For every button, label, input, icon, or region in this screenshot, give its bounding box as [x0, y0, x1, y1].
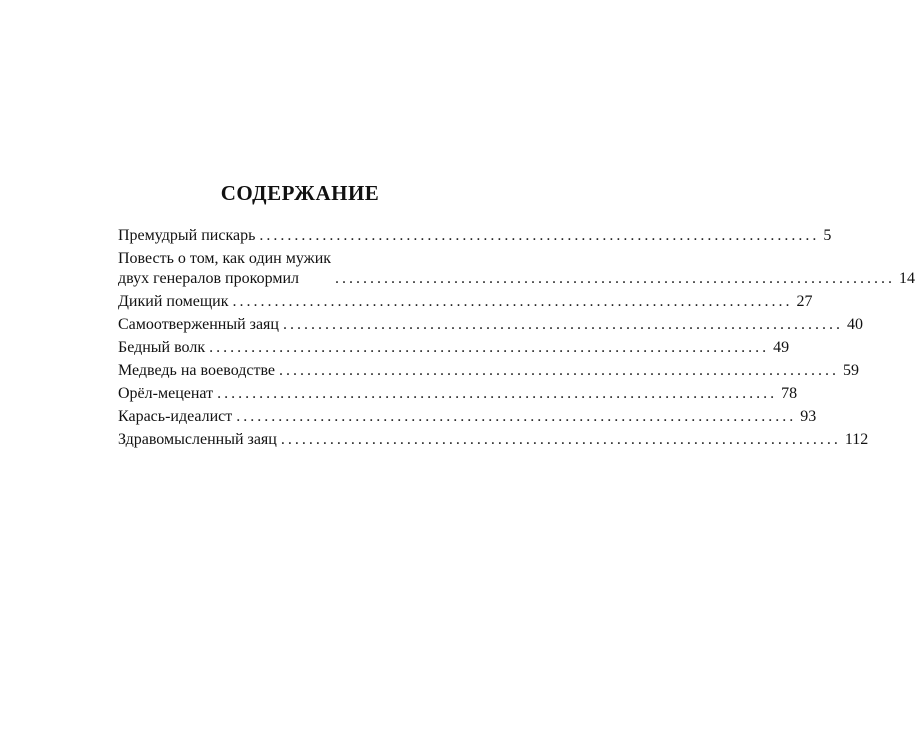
toc-entry-page: 112	[844, 431, 869, 448]
toc-entry	[118, 361, 860, 381]
toc-entry-title: Карась-идеалист	[118, 408, 233, 425]
toc-entry-title: Самоотверженный заяц	[118, 316, 279, 333]
dot-leader: ................................................................................	[209, 339, 770, 356]
dot-leader: ................................................................................	[236, 408, 797, 425]
toc-entry-title-line2: двух генералов прокормил	[118, 270, 299, 287]
dot-leader: ................................................................................	[279, 362, 840, 379]
toc-entry	[118, 226, 832, 246]
toc-entry	[118, 384, 798, 404]
dot-leader: ................................................................................	[232, 293, 793, 310]
dot-leader: ................................................................................	[259, 227, 820, 244]
toc-entry-page: 40	[846, 316, 863, 333]
toc-entry-title: Медведь на воеводстве	[118, 362, 276, 379]
toc-entry-page: 5	[823, 227, 832, 244]
toc-entry-title: Орёл-меценат	[118, 385, 214, 402]
toc-entry	[118, 292, 813, 312]
toc-entry	[118, 249, 915, 289]
toc-entry-title: Дикий помещик	[118, 293, 229, 310]
toc-entry	[118, 430, 869, 450]
toc-entry-title: Премудрый пискарь	[118, 227, 256, 244]
toc-entry	[118, 315, 863, 335]
toc-entry-page: 49	[773, 339, 790, 356]
toc-entry-page: 59	[843, 362, 860, 379]
toc-entry-title	[118, 249, 331, 289]
toc-entry-title-line1: Повесть о том, как один мужик	[118, 250, 332, 267]
table-of-contents	[118, 226, 915, 453]
dot-leader: ................................................................................	[335, 270, 896, 287]
toc-entry-page: 78	[781, 385, 798, 402]
toc-entry-page: 27	[796, 293, 813, 310]
toc-entry	[118, 407, 817, 427]
toc-entry-page: 14	[899, 270, 915, 287]
toc-entry-title: Здравомысленный заяц	[118, 431, 277, 448]
toc-entry-page: 93	[800, 408, 817, 425]
toc-entry-title: Бедный волк	[118, 339, 206, 356]
toc-heading: СОДЕРЖАНИЕ	[220, 181, 380, 205]
toc-entry	[118, 338, 790, 358]
dot-leader: ................................................................................	[217, 385, 778, 402]
dot-leader: ................................................................................	[282, 316, 843, 333]
dot-leader: ................................................................................	[280, 431, 841, 448]
